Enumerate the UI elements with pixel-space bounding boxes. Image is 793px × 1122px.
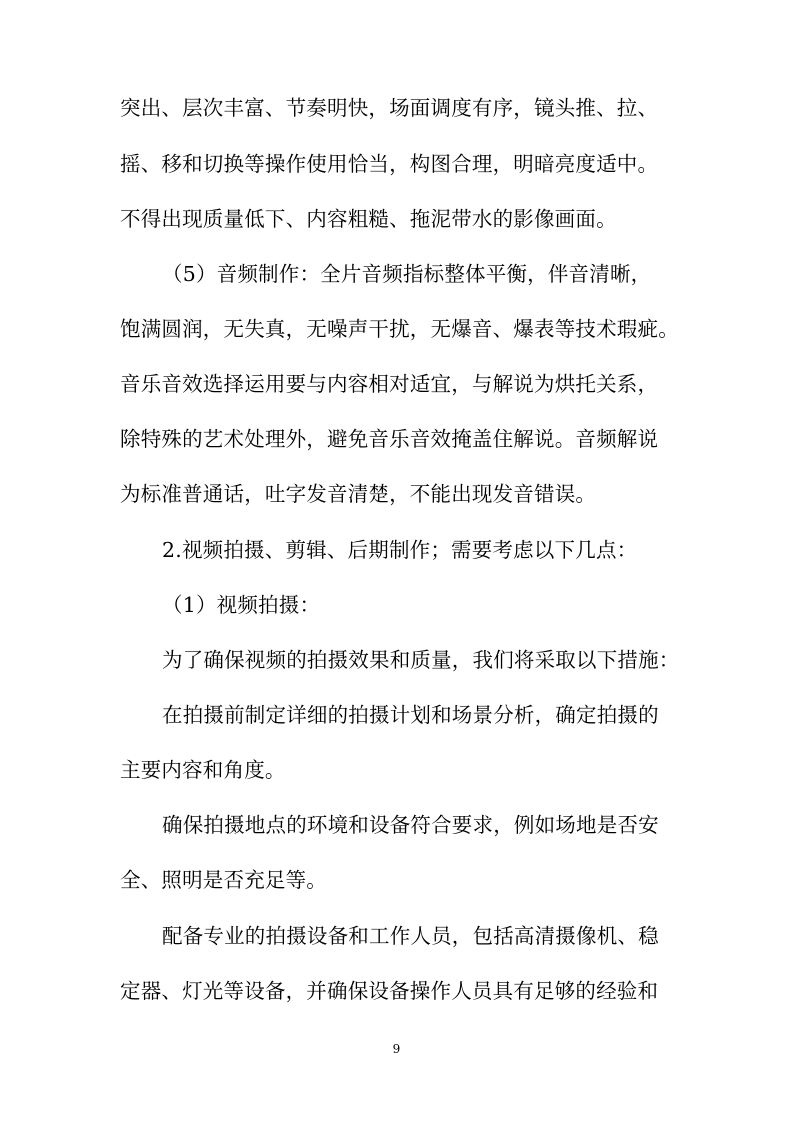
text-line: 为了确保视频的拍摄效果和质量，我们将采取以下措施： (162, 648, 680, 672)
text-line: 定器、灯光等设备，并确保设备操作人员具有足够的经验和 (120, 979, 659, 1003)
text-line: 为标准普通话，吐字发音清楚，不能出现发音错误。 (120, 482, 597, 506)
text-line: 不得出现质量低下、内容粗糙、拖泥带水的影像画面。 (120, 207, 617, 231)
text-line: （5）音频制作：全片音频指标整体平衡，伴音清晰， (162, 262, 652, 286)
text-line: 在拍摄前制定详细的拍摄计划和场景分析，确定拍摄的 (162, 703, 659, 727)
text-line: 音乐音效选择运用要与内容相对适宜，与解说为烘托关系， (120, 372, 659, 396)
text-line: 主要内容和角度。 (120, 758, 286, 782)
text-line: 饱满圆润，无失真，无噪声干扰，无爆音、爆表等技术瑕疵。 (120, 317, 679, 341)
page-number: 9 (392, 1042, 401, 1056)
text-line: 确保拍摄地点的环境和设备符合要求，例如场地是否安 (162, 813, 659, 837)
text-line: 突出、层次丰富、节奏明快，场面调度有序，镜头推、拉、 (120, 96, 659, 120)
text-line: 除特殊的艺术处理外，避免音乐音效掩盖住解说。音频解说 (120, 427, 659, 451)
text-line: 配备专业的拍摄设备和工作人员，包括高清摄像机、稳 (162, 924, 659, 948)
section-heading: 2.视频拍摄、剪辑、后期制作；需要考虑以下几点： (162, 538, 638, 562)
text-line: 全、照明是否充足等。 (120, 868, 327, 892)
subsection-heading: （1）视频拍摄： (162, 593, 321, 617)
text-line: 摇、移和切换等操作使用恰当，构图合理，明暗亮度适中。 (120, 152, 659, 176)
